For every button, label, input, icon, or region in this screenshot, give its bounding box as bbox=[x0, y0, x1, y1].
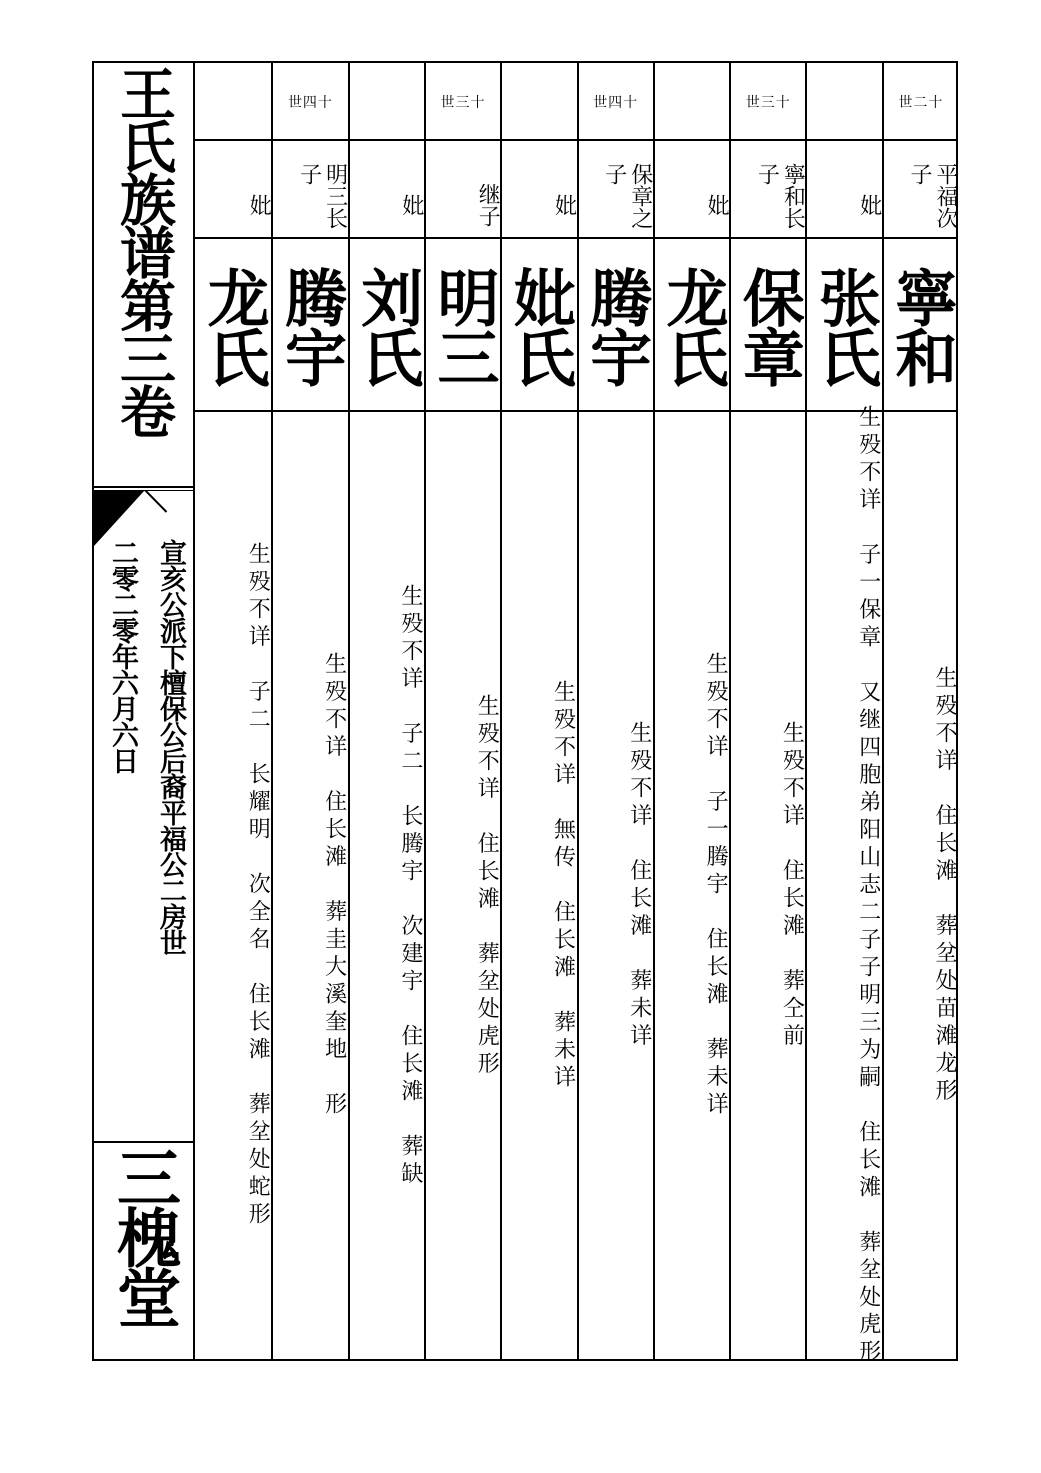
relation-label: 妣 bbox=[856, 194, 882, 216]
detail-line: 生殁不详 住长滩 葬坌处苗滩龙形 bbox=[931, 666, 957, 1106]
person-name: 妣氏 bbox=[503, 266, 577, 386]
detail-line: 生殁不详 子一保章 又继四胞弟阳山志二子子明三为嗣 住长滩 葬坌处 bbox=[855, 404, 881, 1313]
relation-label: 保章之子 bbox=[601, 163, 653, 229]
person-details bbox=[731, 415, 805, 1353]
entry-column bbox=[805, 63, 882, 1368]
relation-label: 妣 bbox=[398, 194, 424, 216]
detail-line: 生殁不详 住长滩 葬坌处虎形 bbox=[474, 693, 500, 1079]
book-title: 王氏族谱第三卷 bbox=[111, 65, 177, 436]
left-title-panel bbox=[94, 63, 195, 1359]
person-name: 龙氏 bbox=[655, 266, 729, 386]
entry-column bbox=[500, 63, 576, 1359]
person-details bbox=[350, 415, 424, 1353]
person-name: 腾宇 bbox=[274, 266, 348, 386]
hall-divider bbox=[94, 1141, 193, 1143]
person-details bbox=[655, 415, 729, 1353]
person-name: 明三 bbox=[427, 266, 501, 386]
person-details bbox=[807, 404, 881, 1368]
generation-label bbox=[195, 63, 271, 141]
entry-column bbox=[271, 63, 347, 1359]
entry-column bbox=[653, 63, 729, 1359]
entry-column bbox=[424, 63, 500, 1359]
person-details bbox=[426, 415, 500, 1353]
person-details bbox=[579, 415, 653, 1353]
relation-label: 妣 bbox=[246, 194, 272, 216]
compilation-date: 二零二零年六月六日 bbox=[107, 539, 138, 773]
person-name: 保章 bbox=[732, 266, 806, 386]
detail-line: 生殁不详 子二 长腾宇 次建宇 住长滩 葬缺 bbox=[397, 583, 423, 1189]
generation-label bbox=[502, 63, 576, 141]
generation-label: 世三十 bbox=[440, 95, 486, 111]
relation-label: 妣 bbox=[704, 194, 730, 216]
generation-label bbox=[807, 63, 881, 141]
entry-column bbox=[729, 63, 805, 1359]
person-name: 刘氏 bbox=[350, 266, 424, 386]
person-details bbox=[195, 415, 271, 1353]
person-details bbox=[502, 415, 576, 1353]
person-name: 龙氏 bbox=[197, 266, 271, 386]
detail-line: 生殁不详 住长滩 葬未详 bbox=[626, 721, 652, 1051]
relation-label: 明三长子 bbox=[296, 163, 348, 229]
detail-line: 生殁不详 子二 长耀明 次全名 住长滩 葬坌处蛇形 bbox=[245, 542, 271, 1230]
genealogy-page-frame bbox=[92, 61, 958, 1368]
entry-column bbox=[577, 63, 653, 1359]
banner-ornament-icon bbox=[94, 490, 193, 546]
relation-label: 平福次子 bbox=[906, 163, 958, 229]
detail-line: 生殁不详 無传 住长滩 葬未详 bbox=[550, 679, 576, 1093]
generation-label bbox=[350, 63, 424, 141]
relation-label: 妣 bbox=[551, 194, 577, 216]
person-details bbox=[273, 415, 347, 1353]
genealogy-table bbox=[195, 63, 958, 1368]
generation-label bbox=[655, 63, 729, 141]
detail-line: 生殁不详 子一腾宇 住长滩 葬未详 bbox=[703, 652, 729, 1120]
branch-lineage-text: 宣亥公派下檀保公后裔平福公二房世 bbox=[155, 539, 186, 955]
relation-label: 继子 bbox=[475, 183, 501, 227]
person-name: 腾宇 bbox=[579, 266, 653, 386]
generation-label: 世三十 bbox=[745, 95, 791, 111]
hall-name: 三槐堂 bbox=[106, 1145, 181, 1325]
generation-label: 世四十 bbox=[593, 95, 639, 111]
detail-line: 生殁不详 住长滩 葬仝前 bbox=[779, 721, 805, 1051]
title-divider bbox=[94, 486, 193, 488]
person-name: 寧和 bbox=[884, 266, 958, 386]
generation-label: 世四十 bbox=[287, 95, 333, 111]
detail-line: 虎形 bbox=[855, 1312, 881, 1368]
entry-column bbox=[348, 63, 424, 1359]
detail-line: 生殁不详 住长滩 葬圭大溪奎地 形 bbox=[321, 652, 347, 1120]
entry-column bbox=[882, 63, 958, 1359]
person-details bbox=[884, 415, 958, 1353]
entry-column bbox=[195, 63, 271, 1359]
person-name: 张氏 bbox=[808, 266, 882, 386]
relation-label: 寧和长子 bbox=[754, 163, 806, 229]
generation-label: 世二十 bbox=[898, 95, 944, 111]
